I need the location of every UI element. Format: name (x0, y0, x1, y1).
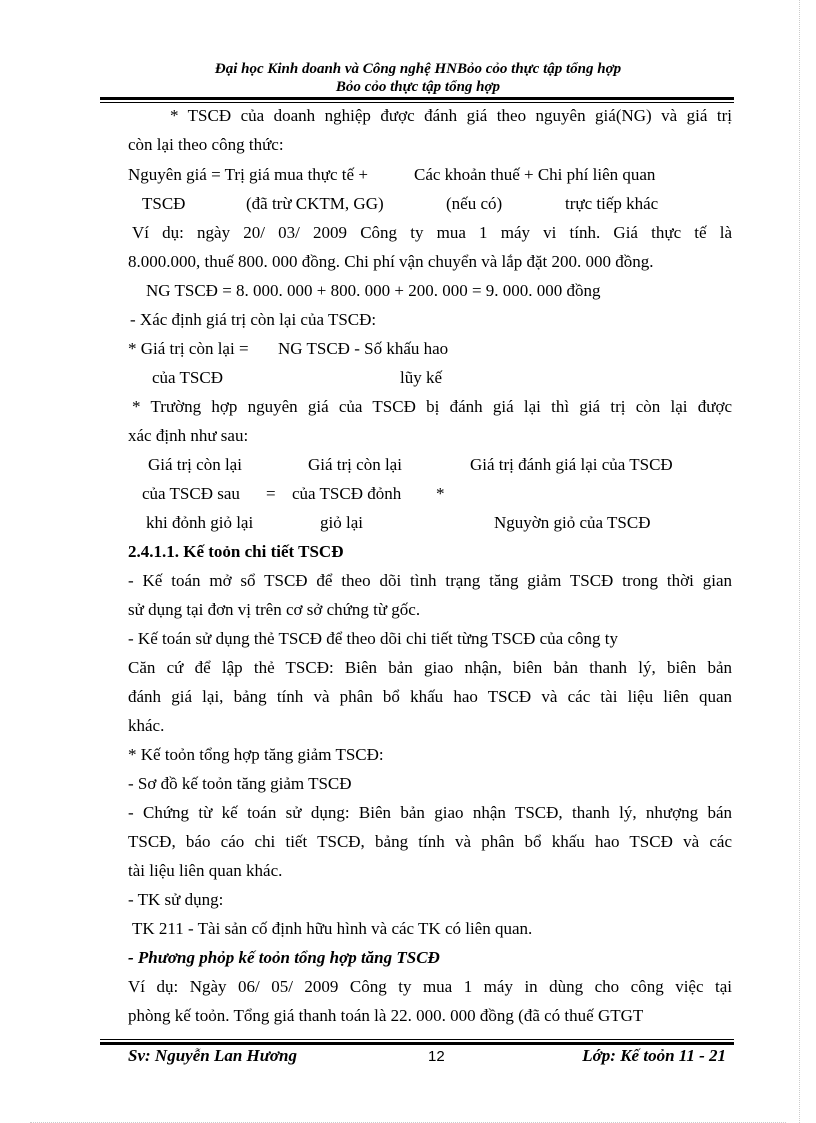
footer-class: Lớp: Kế toỏn 11 - 21 (582, 1046, 726, 1065)
formula-text: giỏ lại (320, 513, 363, 532)
header-rule (100, 97, 734, 103)
formula-text: (đã trừ CKTM, GG) (246, 194, 384, 213)
para-line: Ví dụ: ngày 20/ 03/ 2009 Công ty mua 1 máy vi tính. Giá thực tế là (132, 223, 732, 242)
para-line: * TSCĐ của doanh nghiệp được đánh giá theo nguyên giá(NG) và giá trị (170, 106, 732, 125)
formula-text: Các khoản thuế + Chi phí liên quan (414, 165, 656, 184)
para-line: * Trường hợp nguyên giá của TSCĐ bị đánh giá lại thì giá trị còn lại được (132, 397, 732, 416)
formula-text: của TSCĐ sau (142, 484, 240, 503)
para-line: TK 211 - Tài sản cố định hữu hình và các TK có liên quan. (132, 919, 533, 938)
para-line: - Kế toán mở sổ TSCĐ để theo dõi tình trạng tăng giảm TSCĐ trong thời gian (128, 571, 732, 590)
formula-text: Giá trị đánh giá lại của TSCĐ (470, 455, 673, 474)
para-line: Căn cứ để lập thẻ TSCĐ: Biên bản giao nhận, biên bản thanh lý, biên bản (128, 658, 732, 677)
para-line: Ví dụ: Ngày 06/ 05/ 2009 Công ty mua 1 máy in dùng cho công việc tại (128, 977, 732, 996)
formula-text: Giá trị còn lại (148, 455, 242, 474)
para-line: tài liệu liên quan khác. (128, 861, 283, 880)
formula-text: TSCĐ (142, 194, 186, 213)
page-edge-right (799, 0, 800, 1123)
para-line: - Sơ đồ kế toỏn tăng giảm TSCĐ (128, 774, 352, 793)
formula-text: Giá trị còn lại (308, 455, 402, 474)
para-line: - Kế toán sử dụng thẻ TSCĐ để theo dõi chi tiết từng TSCĐ của công ty (128, 629, 618, 648)
formula-text: Nguyên giá = Trị giá mua thực tế + (128, 165, 368, 184)
para-line: - TK sử dụng: (128, 890, 224, 909)
formula-text: trực tiếp khác (565, 194, 659, 213)
para-line: - Xác định giá trị còn lại của TSCĐ: (130, 310, 377, 329)
para-line: - Chứng từ kế toán sử dụng: Biên bản giao nhận TSCĐ, thanh lý, nhượng bán (128, 803, 732, 822)
formula-text: NG TSCĐ - Số khấu hao (278, 339, 449, 358)
para-line: xác định như sau: (128, 426, 249, 445)
header-line-2: Bỏo cỏo thực tập tổng hợp (335, 79, 501, 95)
formula-text: = (266, 484, 276, 503)
para-line: sử dụng tại đơn vị trên cơ sở chứng từ gốc. (128, 600, 421, 619)
para-line: NG TSCĐ = 8. 000. 000 + 800. 000 + 200. 000 = 9. 000. 000 đồng (146, 281, 601, 300)
page-number: 12 (428, 1048, 445, 1065)
footer-student: Sv: Nguyễn Lan Hương (128, 1046, 298, 1065)
formula-text: (nếu có) (446, 194, 503, 213)
formula-text: lũy kế (400, 368, 443, 387)
para-line: đánh giá lại, bảng tính và phân bổ khấu hao TSCĐ và các tài liệu liên quan (128, 687, 732, 706)
formula-text: * (436, 484, 445, 503)
formula-text: của TSCĐ đỏnh (292, 484, 402, 503)
formula-text: * Giá trị còn lại = (128, 339, 249, 358)
formula-text: Nguyờn giỏ của TSCĐ (494, 513, 651, 532)
para-line: 8.000.000, thuế 800. 000 đồng. Chi phí vận chuyển và lắp đặt 200. 000 đồng. (128, 252, 654, 271)
formula-text: của TSCĐ (152, 368, 223, 387)
para-line: còn lại theo công thức: (128, 135, 284, 154)
para-line: khác. (128, 716, 165, 735)
para-line: TSCĐ, báo cáo chi tiết TSCĐ, bảng tính và phân bổ khấu hao TSCĐ và các (128, 832, 732, 851)
para-line: * Kế toỏn tổng hợp tăng giảm TSCĐ: (128, 745, 384, 764)
subsection-heading: - Phương phỏp kế toỏn tổng hợp tăng TSCĐ (128, 948, 440, 967)
section-heading: 2.4.1.1. Kế toỏn chi tiết TSCĐ (128, 542, 344, 561)
header-line-1: Đại học Kinh doanh và Công nghệ HNBỏo cỏo thực tập tổng hợp (214, 61, 622, 77)
footer-rule (100, 1039, 734, 1045)
formula-text: khi đỏnh giỏ lại (146, 513, 254, 532)
para-line: phòng kế toỏn. Tổng giá thanh toán là 22. 000. 000 đồng (đã có thuế GTGT (128, 1006, 644, 1025)
